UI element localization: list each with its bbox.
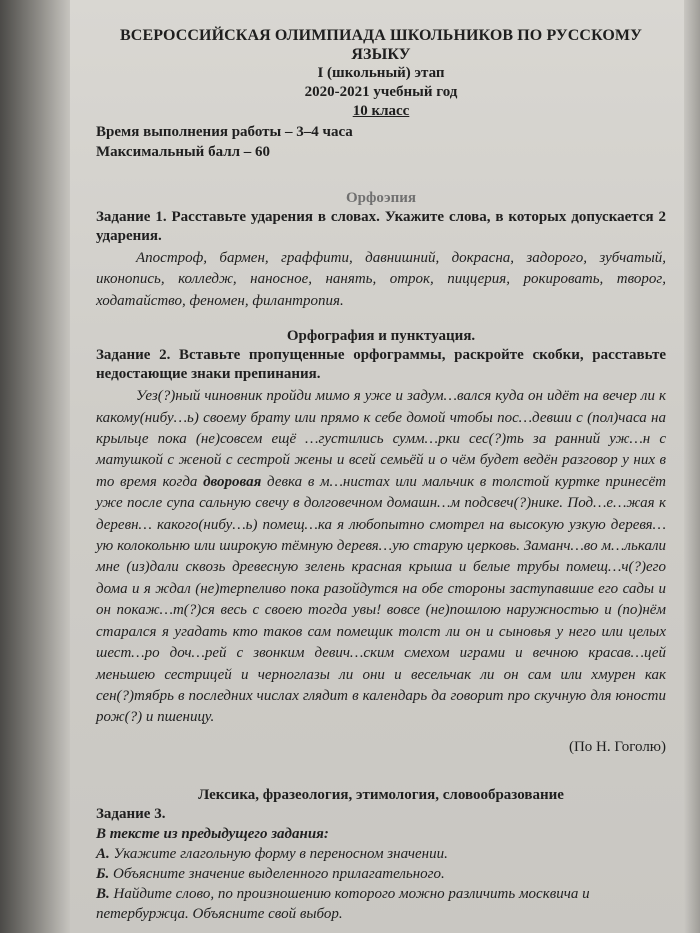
question-text: Объясните значение выделенного прилагательного. [109,865,445,882]
task-3-question-b [96,864,666,884]
highlighted-adjective: дворовая [203,473,262,490]
task-3-label: Задание 3. [96,805,166,822]
task-2: Задание 2. Вставьте пропущенные орфограммы, раскройте скобки, расставьте недостающие знаки препинания. [96,347,666,383]
section-lexicon-title: Лексика, фразеология, этимология, словообразование [198,786,564,803]
question-letter: В. [96,885,110,902]
question-text: Укажите глагольную форму в переносном значении. [109,845,448,862]
task-3-intro: В тексте из предыдущего задания: [96,825,329,842]
document-header [96,26,666,120]
grade-label: 10 класс [352,103,410,119]
section-orthoepy-title: Орфоэпия [346,190,416,206]
text-attribution: (По Н. Гоголю) [568,738,666,755]
task-3-question-a [96,844,666,864]
stage-line: I (школьный) этап [317,65,445,81]
text-part-before: Уез(?)ный чиновник пройди мимо я уже и задум…вался куда он идёт на вечер ли к какому(нибу…ь) своему брату или прямо к себе домой чтобы пос…девши с (пол)часа на крыльце пока (не)совсем ещё …густились сумм…рки сес(?)ть за ранний уж…н с матушкой с женой с сестрой жены и всей семьёй и о чём будет ведён разговор у них в то время когда [96,388,666,490]
question-letter: А. [96,845,110,862]
task-3-question-c [96,884,666,924]
task-2-text [96,386,666,729]
question-letter: Б. [96,865,110,882]
question-text: Найдите слово, по произношению которого можно различить москвича и петербуржца. Объясните свой выбор. [96,885,590,922]
task-1-words: Апостроф, бармен, граффити, давнишний, докрасна, задорого, зубчатый, иконопись, колледж, наносное, нанять, отрок, пиццерия, рокировать, творог, ходатайство, феномен, филантропия. [96,250,666,309]
task-1: Задание 1. Расставьте ударения в словах. Укажите слова, в которых допускается 2 ударения. [96,209,666,244]
text-part-after: девка в м…нистах или мальчик в толстой куртке принесёт уже после супа сальную свечу в долговечном домашн…м подсвеч(?)нике. Под…е…жая к деревн… какого(нибу…ь) помещ…ка я любопытно смотрел на высокую узкую деревя…ую колокольню или широкую тёмную деревя…ую старую церковь. Заманч…во м…лькали мне (из)дали сквозь древесную зелень красная крыша и белые трубы помещ…ч(?)его дома и я ждал (не)терпеливо пока разойдутся на обе стороны заступавшие его сады и он покаж…т(?)ся весь с своею тогда увы! вовсе (не)пошлою наружностью и (по)нём старался я угадать кто таков сам помещик толст ли он и сыновья у него или целых шест…ро доч…рей с звонким девич…ским смехом играми и вечною красав…цей меньшею сестрицей и черноглазы ли они и весельчак ли он сам или хмурен как сен(?)тябрь в последних числах глядит в календарь да говорит про скучную для юности рож(?) и пшеницу. [96,473,666,726]
section-spelling-title: Орфография и пунктуация. [286,328,476,345]
olympiad-title: ВСЕРОССИЙСКАЯ ОЛИМПИАДА ШКОЛЬНИКОВ ПО РУССКОМУ ЯЗЫКУ [120,27,642,63]
max-score-line: Максимальный балл – 60 [96,144,271,160]
duration-line: Время выполнения работы – 3–4 часа [96,124,353,140]
school-year: 2020-2021 учебный год [304,84,458,100]
